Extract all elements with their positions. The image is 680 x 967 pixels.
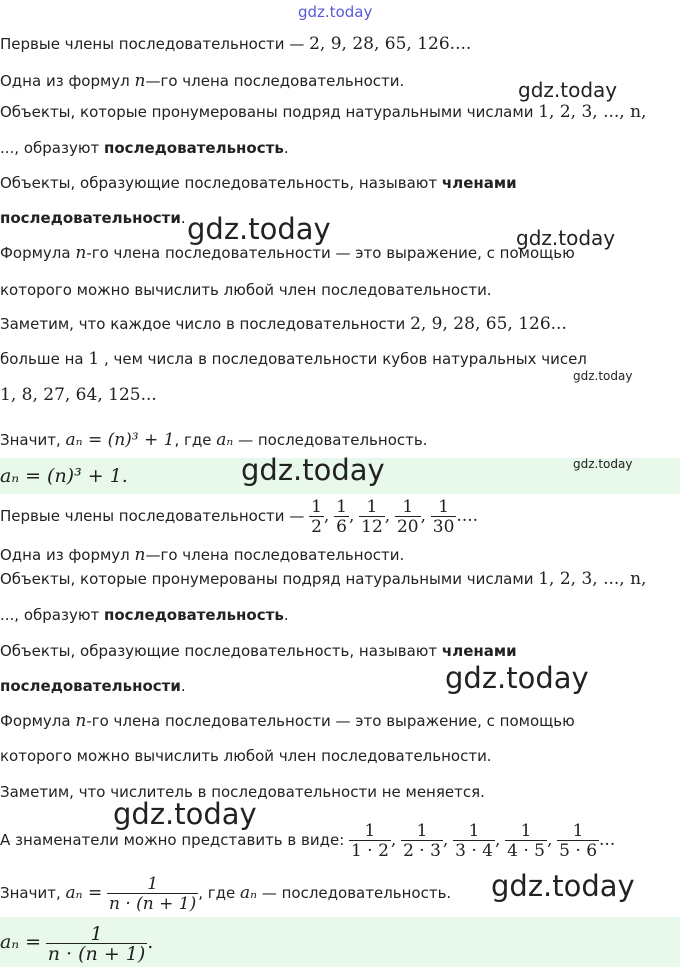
s2-definition-3	[0, 641, 517, 661]
math-sequence: 2, 9, 28, 65, 126....	[309, 34, 472, 54]
ellipsis: ....	[456, 506, 479, 526]
term-bold: последовательность	[103, 606, 284, 624]
fraction	[453, 822, 495, 860]
text: Объекты, которые пронумерованы подряд натуральными числами	[0, 103, 539, 121]
s2-definition-1	[0, 569, 646, 589]
fraction	[359, 498, 385, 536]
term-bold: последовательность	[103, 139, 284, 157]
answer-period: .	[147, 931, 154, 953]
numerator: 1	[416, 820, 428, 841]
denominator: 6	[336, 516, 347, 537]
fraction	[395, 498, 421, 536]
text: , где	[198, 884, 241, 902]
denominator: n · (n + 1)	[47, 942, 146, 965]
fraction	[334, 498, 349, 536]
text: Формула	[0, 244, 76, 262]
text: .	[283, 139, 289, 157]
term-bold: членами	[441, 174, 517, 192]
numerator: 1	[90, 922, 103, 945]
text: Первые члены последовательности —	[0, 507, 310, 525]
fraction	[401, 822, 443, 860]
watermark: gdz.today	[241, 453, 385, 487]
text: Одна из формул	[0, 546, 135, 564]
math-one: 1	[88, 349, 100, 369]
math-naturals: 1, 2, 3, ..., n,	[538, 569, 647, 589]
watermark: gdz.today	[187, 212, 331, 246]
text: ..., образуют	[0, 139, 104, 157]
s2-formula-def-2: которого можно вычислить любой член последовательности.	[0, 747, 492, 765]
numerator: 1	[366, 496, 378, 517]
s1-answer	[0, 466, 128, 487]
s2-definition-4	[0, 676, 186, 696]
text: —го члена последовательности.	[145, 546, 405, 564]
text: Первые члены последовательности —	[0, 35, 310, 53]
s1-definition-1	[0, 102, 646, 122]
text: Заметим, что каждое число в последовательности	[0, 315, 411, 333]
math-cubes: 1, 8, 27, 64, 125...	[0, 385, 157, 405]
s2-conclusion	[0, 870, 451, 916]
s1-definition-2	[0, 138, 289, 158]
text: , где	[174, 431, 217, 449]
s1-definition-3	[0, 173, 517, 193]
text: .	[283, 606, 289, 624]
answer-fraction	[46, 922, 148, 965]
text: Значит,	[0, 884, 66, 902]
s1-formula-intro	[0, 71, 404, 91]
fraction	[505, 822, 547, 860]
math-sequence: 2, 9, 28, 65, 126...	[410, 314, 567, 334]
watermark: gdz.today	[518, 78, 618, 102]
numerator: 1	[364, 820, 376, 841]
text: Объекты, которые пронумерованы подряд натуральными числами	[0, 570, 539, 588]
s2-formula-intro	[0, 545, 404, 565]
fraction	[107, 875, 198, 913]
s1-definition-4	[0, 208, 186, 228]
term-bold: членами	[441, 642, 517, 660]
text: .	[180, 209, 186, 227]
math-n: n	[134, 545, 146, 565]
watermark: gdz.today	[113, 797, 257, 831]
numerator: 1	[336, 496, 347, 517]
s2-answer	[0, 919, 153, 966]
text: .	[180, 677, 186, 695]
text: Объекты, образующие последовательность, называют	[0, 174, 442, 192]
text: , чем числа в последовательности кубов натуральных чисел	[99, 350, 587, 368]
numerator: 1	[311, 496, 322, 517]
numerator: 1	[438, 496, 450, 517]
watermark: gdz.today	[491, 869, 635, 903]
math-n: n	[75, 243, 87, 263]
text: А знаменатели можно представить в виде:	[0, 831, 350, 849]
ellipsis: ...	[599, 830, 616, 850]
denominator: 4 · 5	[507, 840, 545, 861]
s1-formula-def-1	[0, 243, 575, 263]
text: -го члена последовательности — это выражение, с помощью	[86, 712, 575, 730]
term-bold: последовательности	[0, 209, 181, 227]
text: Формула	[0, 712, 76, 730]
numerator: 1	[402, 496, 414, 517]
denominator: 12	[361, 516, 383, 537]
numerator: 1	[520, 820, 532, 841]
s2-observation: Заметим, что числитель в последовательности не меняется.	[0, 783, 485, 801]
text: Одна из формул	[0, 72, 135, 90]
text: -го члена последовательности — это выражение, с помощью	[86, 244, 575, 262]
s2-denominators: А знаменатели можно представить в виде: $\frac{1}{1 \cdot 2}$ , $\frac{1}{2 \cdot 3}$ , $\frac{1}{3 \cdot 4}$ , $\frac{1}{4 \cdot 5}$ , $\frac{1}{5 \cdot 6}$ ...	[0, 820, 616, 861]
s2-definition-2	[0, 605, 289, 625]
s1-observation-2	[0, 349, 587, 369]
math-n: n	[134, 71, 146, 91]
math-an: aₙ	[216, 430, 234, 450]
math-an: aₙ	[240, 883, 258, 903]
s2-first-terms: Первые члены последовательности — $\frac{1}{2}$ , $\frac{1}{6}$ , $\frac{1}{12}$ , $\frac{1}{20}$ , $\frac{1}{30}$ ....	[0, 496, 479, 537]
denominator: 2	[311, 516, 322, 537]
fraction	[349, 822, 391, 860]
numerator: 1	[572, 820, 584, 841]
denominator: 3 · 4	[455, 840, 493, 861]
text: — последовательность.	[233, 431, 428, 449]
math-n: n	[75, 711, 87, 731]
denominator: 5 · 6	[559, 840, 598, 861]
s1-cubes	[0, 385, 157, 405]
answer-formula: aₙ = (n)³ + 1.	[0, 465, 128, 487]
denominator: n · (n + 1)	[108, 893, 197, 914]
text: ..., образуют	[0, 606, 104, 624]
denominator: 2 · 3	[403, 840, 441, 861]
denominator: 20	[396, 516, 419, 537]
denominator: 1 · 2	[351, 840, 389, 861]
fraction	[309, 498, 324, 536]
text: — последовательность.	[257, 884, 452, 902]
text: Объекты, образующие последовательность, называют	[0, 642, 442, 660]
term-bold: последовательности	[0, 677, 181, 695]
watermark: gdz.today	[573, 369, 633, 383]
s2-formula-def-1	[0, 711, 575, 731]
s1-formula-def-2: которого можно вычислить любой член последовательности.	[0, 281, 492, 299]
watermark: gdz.today	[573, 457, 633, 471]
s1-conclusion	[0, 430, 427, 450]
denominator: 30	[432, 516, 455, 537]
watermark: gdz.today	[516, 226, 616, 250]
math-formula: aₙ = (n)³ + 1	[65, 430, 175, 450]
text: больше на	[0, 350, 89, 368]
s1-observation	[0, 314, 567, 334]
watermark: gdz.today	[445, 661, 589, 695]
numerator: 1	[147, 873, 159, 894]
fraction	[557, 822, 599, 860]
answer-lhs: aₙ =	[0, 931, 41, 953]
math-naturals: 1, 2, 3, ..., n,	[538, 102, 647, 122]
numerator: 1	[468, 820, 480, 841]
s1-first-terms	[0, 34, 471, 54]
text: —го члена последовательности.	[145, 72, 405, 90]
watermark-top: gdz.today	[298, 3, 373, 21]
fraction	[431, 498, 457, 536]
math-lhs: aₙ =	[65, 883, 103, 903]
text: Значит,	[0, 431, 66, 449]
